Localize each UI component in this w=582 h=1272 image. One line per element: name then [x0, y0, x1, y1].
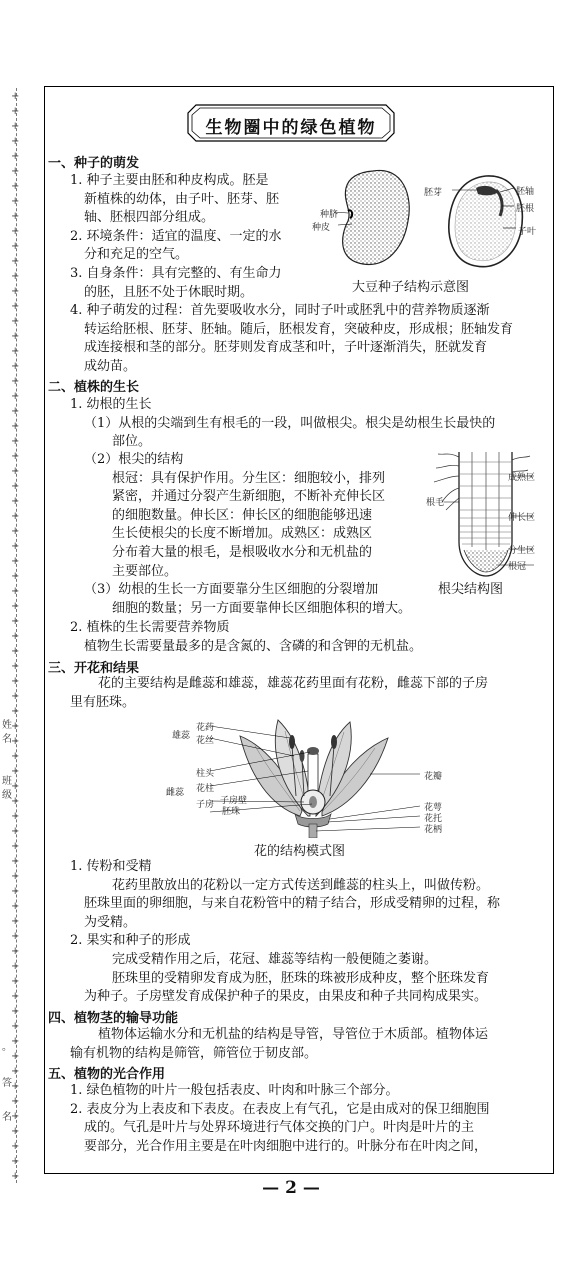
binding-cross-mark: +: [11, 886, 20, 897]
binding-cross-mark: +: [11, 376, 20, 387]
binding-cross-mark: +: [11, 871, 20, 882]
margin-char: 答: [2, 1078, 12, 1089]
text-line: 要部分，光合作用主要是在叶肉细胞中进行的。叶脉分布在叶肉之间，: [84, 1138, 488, 1154]
flower-label: 花丝: [196, 736, 215, 746]
text-line: 成幼苗。: [84, 358, 137, 374]
text-line: 成的。气孔是叶片与处界环境进行气体交换的门户。叶肉是叶片的主: [84, 1120, 475, 1136]
binding-cross-mark: +: [11, 721, 20, 732]
binding-cross-mark: +: [11, 541, 20, 552]
text-line: 紧密，并通过分裂产生新细胞，不断补充伸长区: [112, 489, 386, 505]
binding-cross-mark: +: [11, 346, 20, 357]
text-line: 输有机物的结构是筛管，筛管位于韧皮部。: [70, 1045, 318, 1061]
text-line: 新植株的幼体，由子叶、胚芽、胚: [84, 191, 280, 207]
root-label: 伸长区: [508, 513, 536, 523]
binding-cross-mark: +: [11, 226, 20, 237]
text-line: 根冠：具有保护作用。分生区：细胞较小，排列: [112, 470, 386, 486]
figure-caption: 大豆种子结构示意图: [352, 280, 470, 295]
section-heading: 五、植物的光合作用: [48, 1067, 166, 1082]
paragraph: [70, 396, 495, 452]
binding-cross-mark: +: [11, 1081, 20, 1092]
binding-cross-mark: +: [11, 271, 20, 282]
binding-cross-mark: +: [11, 1126, 20, 1137]
flower-label: 子房壁: [220, 796, 248, 806]
margin-char: 级: [2, 790, 12, 801]
binding-cross-mark: +: [11, 706, 20, 717]
section-heading: 二、植株的生长: [48, 380, 140, 395]
binding-cross-mark: +: [11, 1171, 20, 1182]
text-line: 转运给胚根、胚芽、胚轴。随后，胚根发育，突破种皮，形成根；胚轴发育: [84, 321, 514, 337]
margin-char: 名: [2, 734, 12, 745]
seed-diagram: [318, 166, 550, 274]
binding-cross-mark: +: [11, 91, 20, 102]
binding-cross-mark: +: [11, 106, 20, 117]
text-line: （3）幼根的生长一方面要靠分生区细胞的分裂增加: [84, 582, 379, 598]
paragraph: [70, 675, 488, 712]
margin-char: 班: [2, 776, 12, 787]
binding-cross-mark: +: [11, 361, 20, 372]
binding-cross-mark: +: [11, 691, 20, 702]
binding-cross-mark: +: [11, 466, 20, 477]
figure-caption: 根尖结构图: [438, 582, 504, 597]
text-line: 的胚，且胚不处于休眠时期。: [84, 284, 254, 300]
text-line: 2. 环境条件：适宜的温度、一定的水: [70, 228, 282, 244]
binding-cross-mark: +: [11, 646, 20, 657]
figure-caption: 花的结构模式图: [254, 844, 346, 859]
binding-cross-mark: +: [11, 736, 20, 747]
binding-cross-mark: +: [11, 121, 20, 132]
section-heading: 四、植物茎的输导功能: [48, 1011, 179, 1026]
text-line: 2. 表皮分为上表皮和下表皮。在表皮上有气孔，它是由成对的保卫细胞围: [70, 1101, 490, 1117]
flower-label: 花柄: [424, 825, 443, 835]
seed-label: 胚芽: [424, 188, 443, 198]
binding-cross-mark: +: [11, 976, 20, 987]
binding-cross-mark: +: [11, 1021, 20, 1032]
binding-cross-mark: +: [11, 181, 20, 192]
paragraph: [70, 1026, 488, 1063]
text-line: 胚珠里的受精卵发育成为胚，胚珠的珠被形成种皮，整个胚珠发育: [112, 970, 490, 986]
seed-label: 胚轴: [516, 187, 535, 197]
text-line: （2）根尖的结构: [84, 452, 184, 467]
binding-cross-mark: +: [11, 1006, 20, 1017]
paragraph: [70, 172, 282, 302]
binding-cross-mark: +: [11, 841, 20, 852]
root-label: 成熟区: [508, 473, 536, 483]
binding-cross-mark: +: [11, 256, 20, 267]
binding-cross-mark: +: [11, 1096, 20, 1107]
binding-cross-mark: +: [11, 781, 20, 792]
binding-cross-mark: +: [11, 1141, 20, 1152]
text-line: 生长使根尖的长度不断增加。成熟区：成熟区: [112, 526, 373, 542]
binding-cross-mark: +: [11, 331, 20, 342]
binding-cross-mark: +: [11, 1156, 20, 1167]
root-label: 根毛: [426, 498, 445, 508]
flower-label: 胚珠: [222, 807, 241, 817]
binding-cross-mark: +: [11, 586, 20, 597]
binding-cross-mark: +: [11, 931, 20, 942]
binding-cross-mark: +: [11, 211, 20, 222]
binding-cross-mark: +: [11, 151, 20, 162]
text-line: 完成受精作用之后，花冠、雄蕊等结构一般便随之萎谢。: [112, 951, 438, 967]
seed-label: 子叶: [518, 227, 537, 237]
flower-label: 雄蕊: [172, 731, 191, 741]
binding-cross-mark: +: [11, 496, 20, 507]
binding-cross-mark: +: [11, 421, 20, 432]
binding-cross-mark: +: [11, 511, 20, 522]
margin-char: 姓: [2, 720, 12, 731]
binding-cross-mark: +: [11, 1066, 20, 1077]
binding-cross-mark: +: [11, 856, 20, 867]
text-line: 2. 植株的生长需要营养物质: [70, 620, 230, 635]
paragraph: [70, 619, 422, 656]
binding-cross-mark: +: [11, 751, 20, 762]
text-line: 植物生长需要量最多的是含氮的、含磷的和含钾的无机盐。: [84, 638, 423, 654]
binding-cross-mark: +: [11, 946, 20, 957]
binding-cross-mark: +: [11, 1051, 20, 1062]
text-line: 1. 幼根的生长: [70, 397, 152, 412]
binding-cross-mark: +: [11, 601, 20, 612]
flower-label: 柱头: [196, 769, 215, 779]
text-line: 4. 种子萌发的过程：首先要吸收水分，同时子叶或胚乳中的营养物质逐渐: [70, 303, 490, 318]
section-heading: 三、开花和结果: [48, 661, 140, 676]
text-line: 2. 果实和种子的形成: [70, 933, 191, 949]
binding-cross-mark: +: [11, 301, 20, 312]
flower-label: 花瓣: [424, 772, 443, 782]
text-line: 1. 传粉和受精: [70, 859, 152, 874]
text-line: 主要部位。: [112, 563, 178, 579]
flower-label: 雌蕊: [166, 788, 185, 798]
seed-label: 种皮: [312, 223, 331, 233]
paragraph: [70, 858, 500, 1007]
text-line: （1）从根的尖端到生有根毛的一段，叫做根尖。根尖是幼根生长最快的: [84, 415, 496, 431]
binding-cross-mark: +: [11, 571, 20, 582]
binding-cross-mark: +: [11, 436, 20, 447]
flower-diagram: [210, 716, 420, 838]
binding-cross-mark: +: [11, 316, 20, 327]
text-line: 花药里散放出的花粉以一定方式传送到雌蕊的柱头上，叫做传粉。: [112, 877, 490, 893]
binding-cross-mark: +: [11, 766, 20, 777]
binding-cross-mark: +: [11, 661, 20, 672]
binding-cross-mark: +: [11, 676, 20, 687]
text-line: 细胞的数量；另一方面要靠伸长区细胞体积的增大。: [112, 600, 412, 616]
paragraph: [70, 302, 513, 376]
margin-char: 。: [2, 1042, 12, 1053]
root-label: 分生区: [508, 546, 536, 556]
binding-cross-mark: +: [11, 556, 20, 567]
text-line: 分和充足的空气。: [84, 247, 189, 263]
seed-label: 种脐: [320, 210, 339, 220]
binding-cross-mark: +: [11, 616, 20, 627]
flower-label: 花托: [424, 814, 443, 824]
page-number: — 2 —: [262, 1178, 320, 1198]
margin-char: 名: [2, 1112, 12, 1123]
text-line: 胚珠里面的卵细胞，与来自花粉管中的精子结合，形成受精卵的过程，称: [84, 896, 501, 912]
text-line: 轴、胚根四部分组成。: [84, 210, 215, 226]
paragraph: [84, 451, 411, 618]
text-line: 花的主要结构是雌蕊和雄蕊，雄蕊花药里面有花粉，雌蕊下部的子房: [98, 676, 489, 691]
binding-cross-mark: +: [11, 166, 20, 177]
binding-cross-mark: +: [11, 406, 20, 417]
binding-cross-mark: +: [11, 1111, 20, 1122]
binding-cross-mark: +: [11, 286, 20, 297]
seed-label: 胚根: [516, 204, 535, 214]
text-line: 植物体运输水分和无机盐的结构是导管，导管位于木质部。植物体运: [98, 1027, 489, 1042]
text-line: 的细胞数量。伸长区：伸长区的细胞能够迅速: [112, 507, 373, 523]
flower-label: 子房: [196, 800, 215, 810]
text-line: 为种子。子房壁发育成保护种子的果皮，由果皮和种子共同构成果实。: [84, 989, 488, 1005]
binding-cross-mark: +: [11, 241, 20, 252]
binding-cross-mark: +: [11, 391, 20, 402]
binding-cross-mark: +: [11, 481, 20, 492]
binding-cross-mark: +: [11, 196, 20, 207]
flower-label: 花药: [196, 723, 215, 733]
binding-cross-mark: +: [11, 136, 20, 147]
binding-cross-mark: +: [11, 901, 20, 912]
text-line: 里有胚珠。: [70, 694, 136, 710]
text-line: 成连接根和茎的部分。胚芽则发育成茎和叶，子叶逐渐消失，胚就发育: [84, 340, 488, 356]
flower-label: 花柱: [196, 784, 215, 794]
root-label: 根冠: [508, 562, 527, 572]
binding-cross-mark: +: [11, 961, 20, 972]
title-banner: [186, 103, 396, 143]
text-line: 3. 自身条件：具有完整的、有生命力: [70, 265, 282, 281]
paragraph: [70, 1082, 490, 1156]
text-line: 为受精。: [84, 914, 137, 930]
binding-cross-mark: +: [11, 526, 20, 537]
binding-cross-mark: +: [11, 1036, 20, 1047]
binding-cross-mark: +: [11, 631, 20, 642]
text-line: 1. 绿色植物的叶片一般包括表皮、叶肉和叶脉三个部分。: [70, 1083, 399, 1098]
text-line: 1. 种子主要由胚和种皮构成。胚是: [70, 173, 269, 188]
binding-cross-mark: +: [11, 826, 20, 837]
text-line: 部位。: [112, 434, 152, 450]
binding-cross-mark: +: [11, 796, 20, 807]
binding-cross-mark: +: [11, 991, 20, 1002]
page-title: 生物圈中的绿色植物: [205, 118, 377, 138]
binding-cross-mark: +: [11, 811, 20, 822]
binding-cross-mark: +: [11, 451, 20, 462]
binding-cross-mark: +: [11, 916, 20, 927]
flower-label: 花萼: [424, 803, 443, 813]
section-heading: 一、种子的萌发: [48, 156, 140, 171]
text-line: 分布着大量的根毛，是根吸收水分和无机盐的: [112, 544, 373, 560]
